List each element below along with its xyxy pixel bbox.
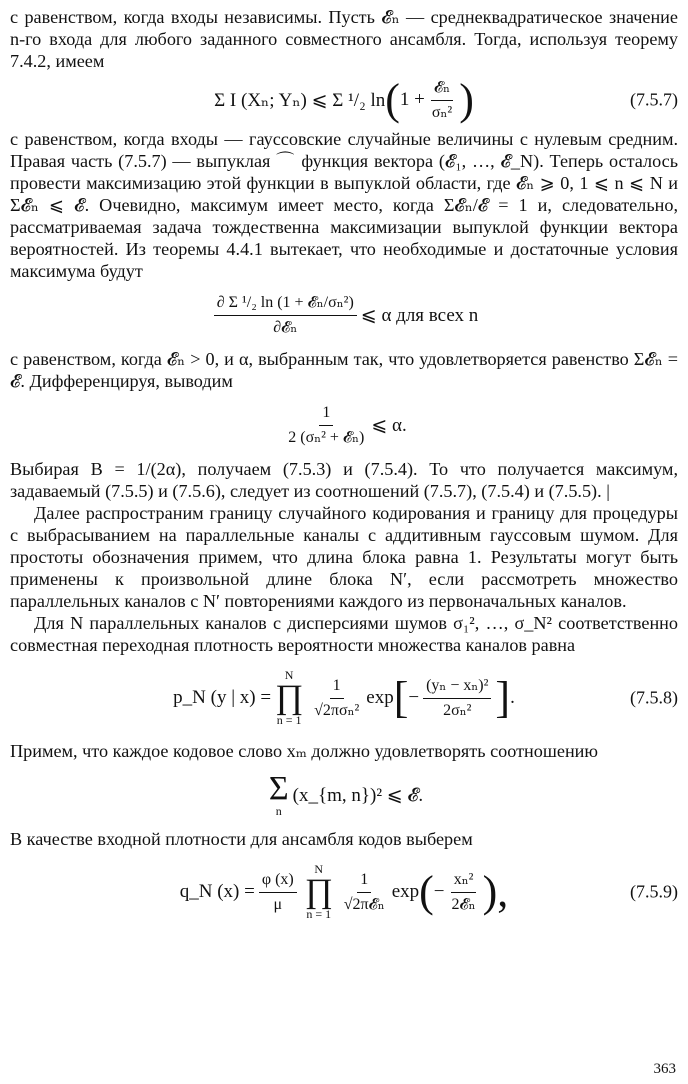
eq758-lower-limit: n = 1 (276, 713, 302, 727)
paragraph-5: Далее распространим границу случайного кодирования и границу для процедуры с выбрасыванием на параллельные каналы с аддитивным гауссовым шумом. Для простоты обозначения примем, что длина блока равна 1. Результаты могут быть применены к произвольной длине блока N′, если рассмотреть множество параллельных каналов с N′ повторениями каждого из первоначальных каналов. (10, 503, 678, 611)
eq757-fraction (429, 77, 455, 124)
sum-symbol: Σ (268, 769, 289, 807)
eq759-minus: − (433, 881, 445, 902)
eq759-close-paren: ), (482, 867, 509, 916)
sum-operator (268, 769, 289, 818)
eq757-close-paren: ) (459, 75, 474, 124)
eq759-inner-denominator: 2𝓔ₙ (451, 895, 476, 913)
eq758-close-bracket: ] (495, 673, 511, 722)
paragraph-2: с равенством, когда входы — гауссовские случайные величины с нулевым средним. Правая часть (7.5.7) — выпуклая ⌒ функция вектора (𝓔₁, …, 𝓔_N). Теперь осталось провести максимизацию этой функции в выпуклой области, где 𝓔ₙ ⩾ 0, 1 ⩽ n ⩽ N и Σ𝓔ₙ ⩽ 𝓔. Очевидно, максимум имеет место, когда Σ𝓔ₙ/𝓔 = 1 и, следовательно, рассматриваемая задача тождественна максимизации выпуклой функции вектора вероятностей. Из теоремы 4.4.1 вытекает, что необходимые и достаточные условия максимума будут (10, 129, 678, 281)
equation-7-5-8 (10, 656, 678, 740)
equation-energy-constraint (10, 762, 678, 828)
page-number: 363 (653, 1061, 676, 1077)
eq757-one-plus: 1 + (399, 89, 425, 110)
equation-label-7-5-7: (7.5.7) (630, 89, 678, 110)
cond-fraction (214, 292, 357, 339)
eq759-product (305, 863, 333, 921)
deriv-fraction (285, 402, 367, 449)
eq759-exp: exp (391, 881, 420, 902)
eq758-open-bracket: [ (393, 673, 409, 722)
paragraph-8: В качестве входной плотности для ансамбля кодов выберем (10, 829, 473, 849)
eq759-product-symbol: ∏ (304, 873, 333, 910)
deriv-denominator: 2 (σₙ² + 𝓔ₙ) (288, 428, 365, 446)
equation-label-7-5-9: (7.5.9) (630, 881, 678, 902)
eq758-inner-denominator: 2σₙ² (443, 701, 472, 719)
eq758-inner-numerator: (yₙ − xₙ)² (423, 675, 491, 699)
eq759-numerator: 1 (357, 869, 371, 893)
deriv-rhs: ⩽ α. (371, 414, 407, 436)
eq757-denominator: σₙ² (431, 103, 453, 121)
eq759-lhs: q_N (x) = (179, 881, 255, 902)
sum-body: (x_{m, n})² ⩽ 𝓔. (292, 784, 424, 806)
eq759-phi-numerator: φ (x) (259, 869, 297, 893)
eq759-denominator: √2π𝓔ₙ (343, 895, 385, 913)
eq758-product-symbol: ∏ (275, 679, 304, 716)
eq758-exp: exp (366, 687, 394, 708)
eq758-tail: . (510, 687, 515, 708)
paragraph-6: Для N параллельных каналов с дисперсиями шумов σ₁², …, σ_N² соответственно совместная переходная плотность вероятности множества каналов равна (10, 613, 678, 655)
eq759-phi-denominator: μ (273, 895, 283, 913)
eq758-minus: − (408, 687, 420, 708)
cond-numerator: ∂ Σ ¹/₂ ln (1 + 𝓔ₙ/σₙ²) (214, 292, 357, 316)
eq759-fraction (341, 869, 388, 916)
equation-label-7-5-8: (7.5.8) (630, 687, 678, 708)
sum-lower-limit: n (275, 803, 282, 818)
eq758-lhs: p_N (y | x) = (173, 687, 272, 708)
eq759-upper-limit: N (314, 862, 324, 876)
equation-7-5-9 (10, 850, 678, 934)
page-content (10, 6, 678, 934)
eq758-inner-fraction (423, 675, 491, 722)
paragraph-3: с равенством, когда 𝓔ₙ > 0, и α, выбранным так, что удовлетворяется равенство Σ𝓔ₙ = 𝓔. Дифференцируя, выводим (10, 349, 678, 391)
eq759-phi-fraction (259, 869, 297, 916)
eq758-product (275, 669, 303, 727)
eq759-open-paren: ( (419, 867, 434, 916)
equation-condition (10, 282, 678, 348)
eq758-numerator: 1 (330, 675, 344, 699)
eq759-lower-limit: n = 1 (306, 907, 332, 921)
eq757-numerator: 𝓔ₙ (431, 77, 453, 101)
deriv-numerator: 1 (319, 402, 333, 426)
eq758-denominator: √2πσₙ² (314, 701, 360, 719)
cond-denominator: ∂𝓔ₙ (273, 318, 298, 336)
eq758-fraction (311, 675, 362, 722)
eq759-inner-fraction (449, 869, 479, 916)
cond-rhs: ⩽ α для всех n (360, 304, 479, 326)
equation-7-5-7 (10, 72, 678, 128)
paragraph-4: Выбирая B = 1/(2α), получаем (7.5.3) и (7.5.4). То что получается максимум, задаваемый (7.5.5) и (7.5.6), следует из соотношений (7.5.7), (7.5.4) и (7.5.5). | (10, 459, 678, 501)
eq757-open-paren: ( (385, 75, 400, 124)
eq758-upper-limit: N (284, 668, 294, 682)
eq757-lhs: Σ I (Xₙ; Yₙ) ⩽ Σ ¹/₂ ln (214, 89, 386, 111)
equation-derivative (10, 392, 678, 458)
eq759-inner-numerator: xₙ² (451, 869, 477, 893)
paragraph-7: Примем, что каждое кодовое слово xₘ должно удовлетворять соотношению (10, 741, 598, 761)
paragraph-1: с равенством, когда входы независимы. Пусть 𝓔ₙ — среднеквадратическое значение n-го входа для любого заданного совместного ансамбля. Тогда, используя теорему 7.4.2, имеем (10, 7, 678, 71)
